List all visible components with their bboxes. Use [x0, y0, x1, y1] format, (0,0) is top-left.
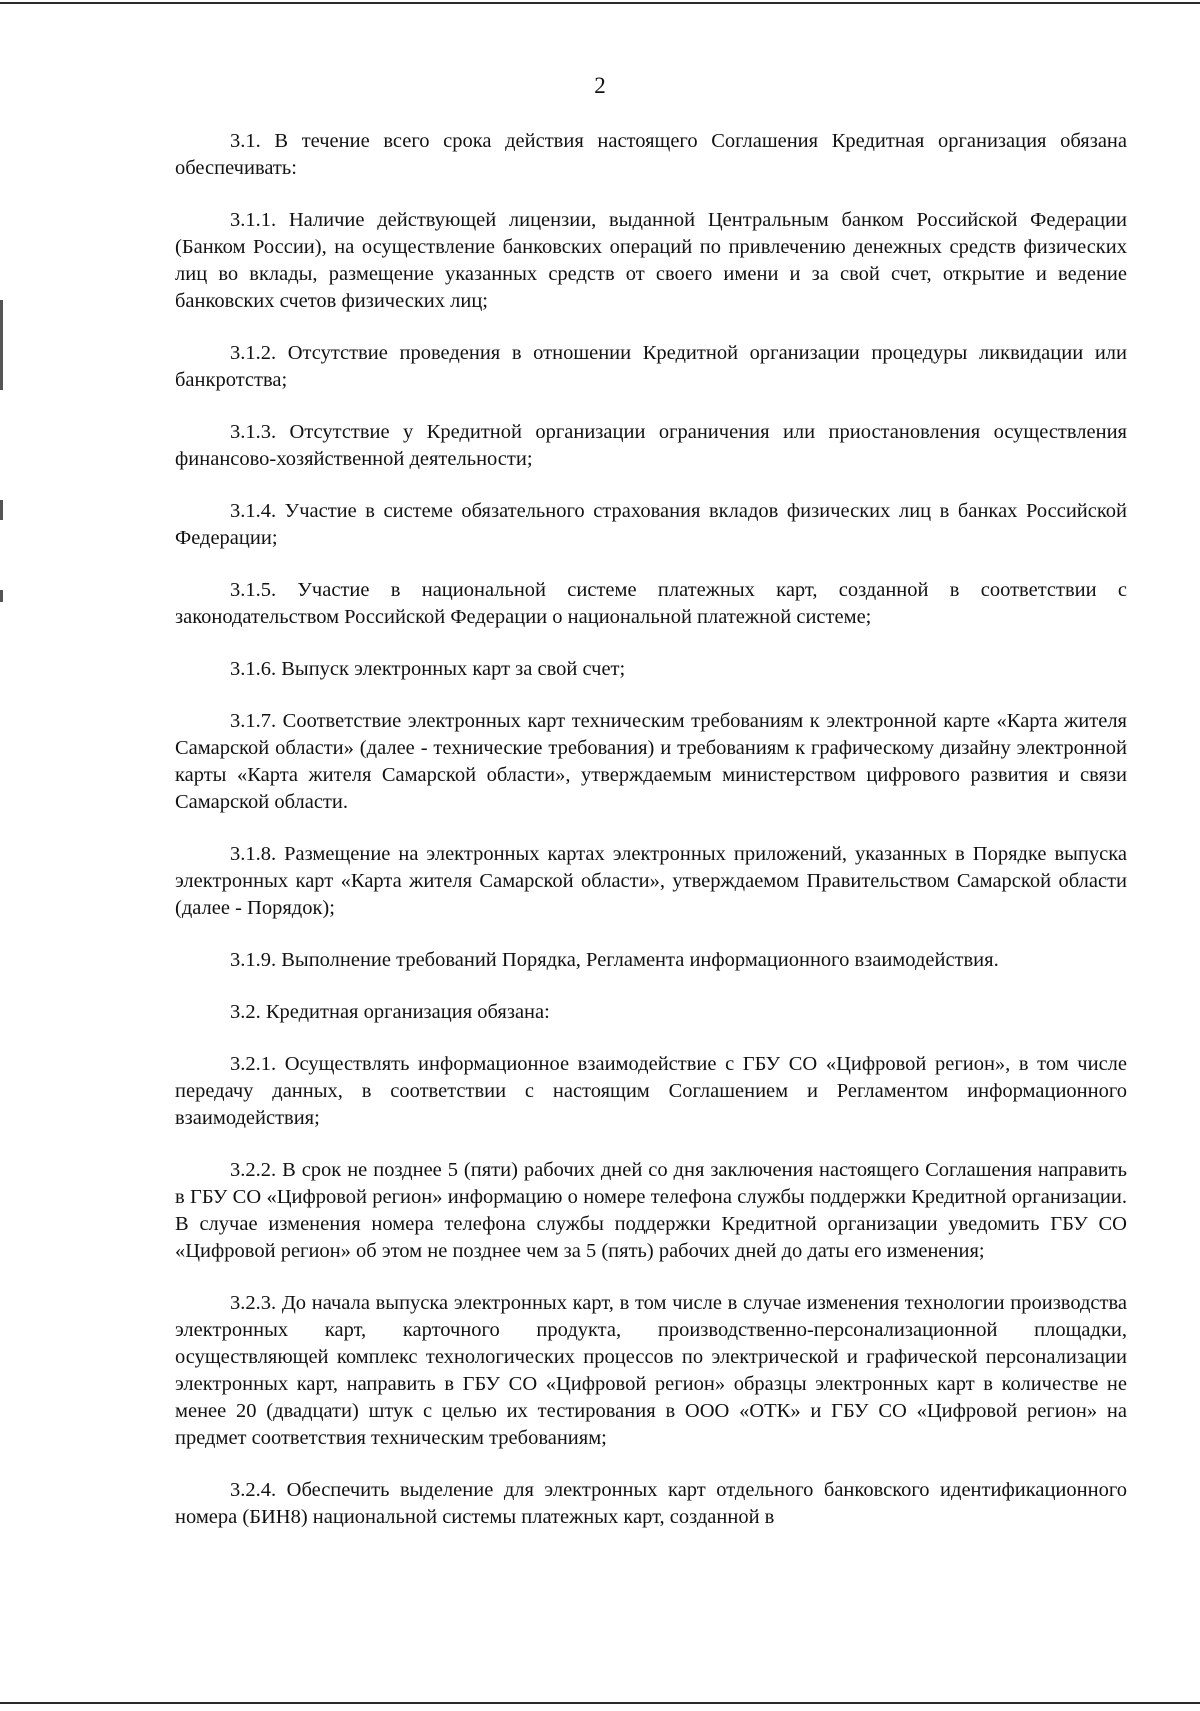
paragraph-3-1-5: 3.1.5. Участие в национальной системе платежных карт, созданной в соответствии с законодательством Российской Федерации о национальной платежной системе; [175, 579, 1127, 628]
paragraph-3-1: 3.1. В течение всего срока действия настоящего Соглашения Кредитная организация обязана обеспечивать: [175, 130, 1127, 179]
scan-edge-mark [0, 300, 3, 390]
paragraph-3-1-8: 3.1.8. Размещение на электронных картах электронных приложений, указанных в Порядке выпуска электронных карт «Карта жителя Самарской области», утверждаемом Правительством Самарской области (далее - Порядок); [175, 843, 1127, 919]
scan-edge-mark [0, 590, 3, 602]
paragraph-3-2-1: 3.2.1. Осуществлять информационное взаимодействие с ГБУ СО «Цифровой регион», в том числе передачу данных, в соответствии с настоящим Соглашением и Регламентом информационного взаимодействия; [175, 1053, 1127, 1129]
paragraph-3-1-2: 3.1.2. Отсутствие проведения в отношении Кредитной организации процедуры ликвидации или банкротства; [175, 342, 1127, 391]
paragraph-3-1-3: 3.1.3. Отсутствие у Кредитной организации ограничения или приостановления осуществления финансово-хозяйственной деятельности; [175, 421, 1127, 470]
paragraph-3-1-6: 3.1.6. Выпуск электронных карт за свой счет; [230, 658, 626, 680]
scan-edge-top [0, 2, 1200, 4]
paragraph-3-1-7: 3.1.7. Соответствие электронных карт техническим требованиям к электронной карте «Карта жителя Самарской области» (далее - технические требования) и требованиям к графическому дизайну электронной карты «Карта жителя Самарской области», утверждаемым министерством цифрового развития и связи Самарской области. [175, 710, 1127, 813]
paragraph-3-1-9: 3.1.9. Выполнение требований Порядка, Регламента информационного взаимодействия. [230, 949, 999, 971]
paragraph-3-1-4: 3.1.4. Участие в системе обязательного страхования вкладов физических лиц в банках Российской Федерации; [175, 500, 1127, 549]
paragraph-3-2-4: 3.2.4. Обеспечить выделение для электронных карт отдельного банковского идентификационного номера (БИН8) национальной системы платежных карт, созданной в [175, 1479, 1127, 1528]
scan-edge-bottom [0, 1702, 1200, 1704]
page-number: 2 [594, 73, 606, 98]
paragraph-3-1-1: 3.1.1. Наличие действующей лицензии, выданной Центральным банком Российской Федерации (Банком России), на осуществление банковских операций по привлечению денежных средств физических лиц во вклады, размещение указанных средств от своего имени и за свой счет, открытие и ведение банковских счетов физических лиц; [175, 209, 1127, 312]
document-body [175, 128, 1127, 1556]
paragraph-3-2-3: 3.2.3. До начала выпуска электронных карт, в том числе в случае изменения технологии производства электронных карт, карточного продукта, производственно-персонализационной площадки, осуществляющей комплекс технологических процессов по электрической и графической персонализации электронных карт, направить в ГБУ СО «Цифровой регион» образцы электронных карт в количестве не менее 20 (двадцати) штук с целью их тестирования в ООО «ОТК» и ГБУ СО «Цифровой регион» на предмет соответствия техническим требованиям; [175, 1292, 1127, 1449]
paragraph-3-2-2: 3.2.2. В срок не позднее 5 (пяти) рабочих дней со дня заключения настоящего Соглашения направить в ГБУ СО «Цифровой регион» информацию о номере телефона службы поддержки Кредитной организации. В случае изменения номера телефона службы поддержки Кредитной организации уведомить ГБУ СО «Цифровой регион» об этом не позднее чем за 5 (пять) рабочих дней до даты его изменения; [175, 1159, 1127, 1262]
scan-edge-mark [0, 500, 3, 520]
paragraph-3-2: 3.2. Кредитная организация обязана: [230, 1001, 550, 1023]
